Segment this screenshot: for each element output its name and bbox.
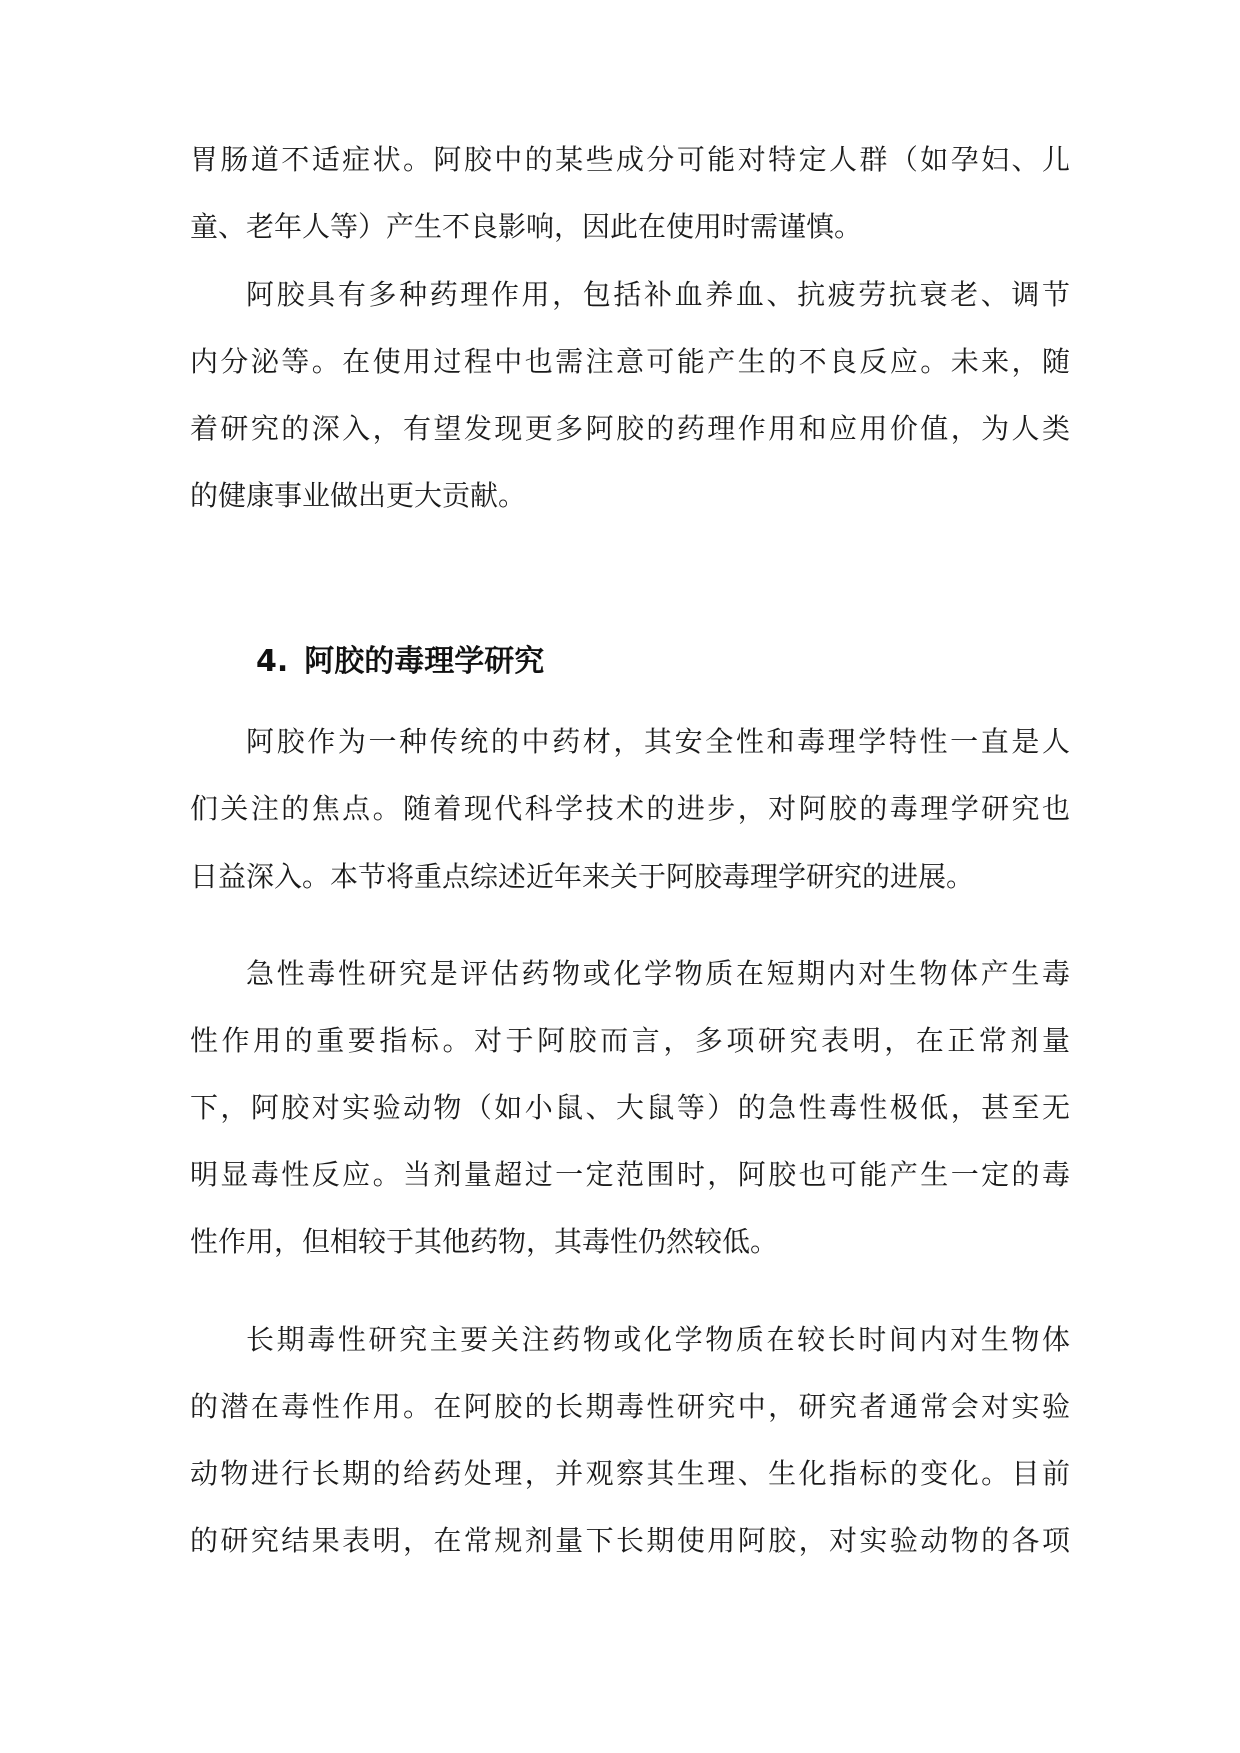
paragraph-2-line-3: 着研究的深入，有望发现更多阿胶的药理作用和应用价值，为人类 — [190, 412, 1070, 445]
paragraph-5-line-4: 的研究结果表明，在常规剂量下长期使用阿胶，对实验动物的各项 — [190, 1524, 1070, 1557]
section-heading — [256, 640, 544, 684]
paragraph-2-line-1: 阿胶具有多种药理作用，包括补血养血、抗疲劳抗衰老、调节 — [246, 278, 1070, 311]
paragraph-2-line-4: 的健康事业做出更大贡献。 — [190, 479, 527, 512]
paragraph-4-line-3: 下，阿胶对实验动物（如小鼠、大鼠等）的急性毒性极低，甚至无 — [190, 1091, 1070, 1124]
paragraph-5-line-2: 的潜在毒性作用。在阿胶的长期毒性研究中，研究者通常会对实验 — [190, 1390, 1070, 1423]
paragraph-3-line-1: 阿胶作为一种传统的中药材，其安全性和毒理学特性一直是人 — [246, 725, 1070, 758]
paragraph-4-line-1: 急性毒性研究是评估药物或化学物质在短期内对生物体产生毒 — [246, 957, 1070, 990]
paragraph-4-line-5: 性作用，但相较于其他药物，其毒性仍然较低。 — [190, 1225, 779, 1258]
paragraph-2-line-2: 内分泌等。在使用过程中也需注意可能产生的不良反应。未来，随 — [190, 345, 1070, 378]
paragraph-5-line-1: 长期毒性研究主要关注药物或化学物质在较长时间内对生物体 — [246, 1323, 1070, 1356]
paragraph-3-line-3: 日益深入。本节将重点综述近年来关于阿胶毒理学研究的进展。 — [190, 860, 975, 893]
paragraph-4-line-2: 性作用的重要指标。对于阿胶而言，多项研究表明，在正常剂量 — [190, 1024, 1070, 1057]
paragraph-4-line-4: 明显毒性反应。当剂量超过一定范围时，阿胶也可能产生一定的毒 — [190, 1158, 1070, 1191]
section-number: 4. — [256, 644, 289, 679]
paragraph-5-line-3: 动物进行长期的给药处理，并观察其生理、生化指标的变化。目前 — [190, 1457, 1070, 1490]
section-title: 阿胶的毒理学研究 — [304, 644, 545, 679]
paragraph-3-line-2: 们关注的焦点。随着现代科学技术的进步，对阿胶的毒理学研究也 — [190, 792, 1070, 825]
paragraph-1-line-2: 童、老年人等）产生不良影响，因此在使用时需谨慎。 — [190, 210, 863, 243]
paragraph-1-line-1: 胃肠道不适症状。阿胶中的某些成分可能对特定人群（如孕妇、儿 — [190, 143, 1070, 176]
